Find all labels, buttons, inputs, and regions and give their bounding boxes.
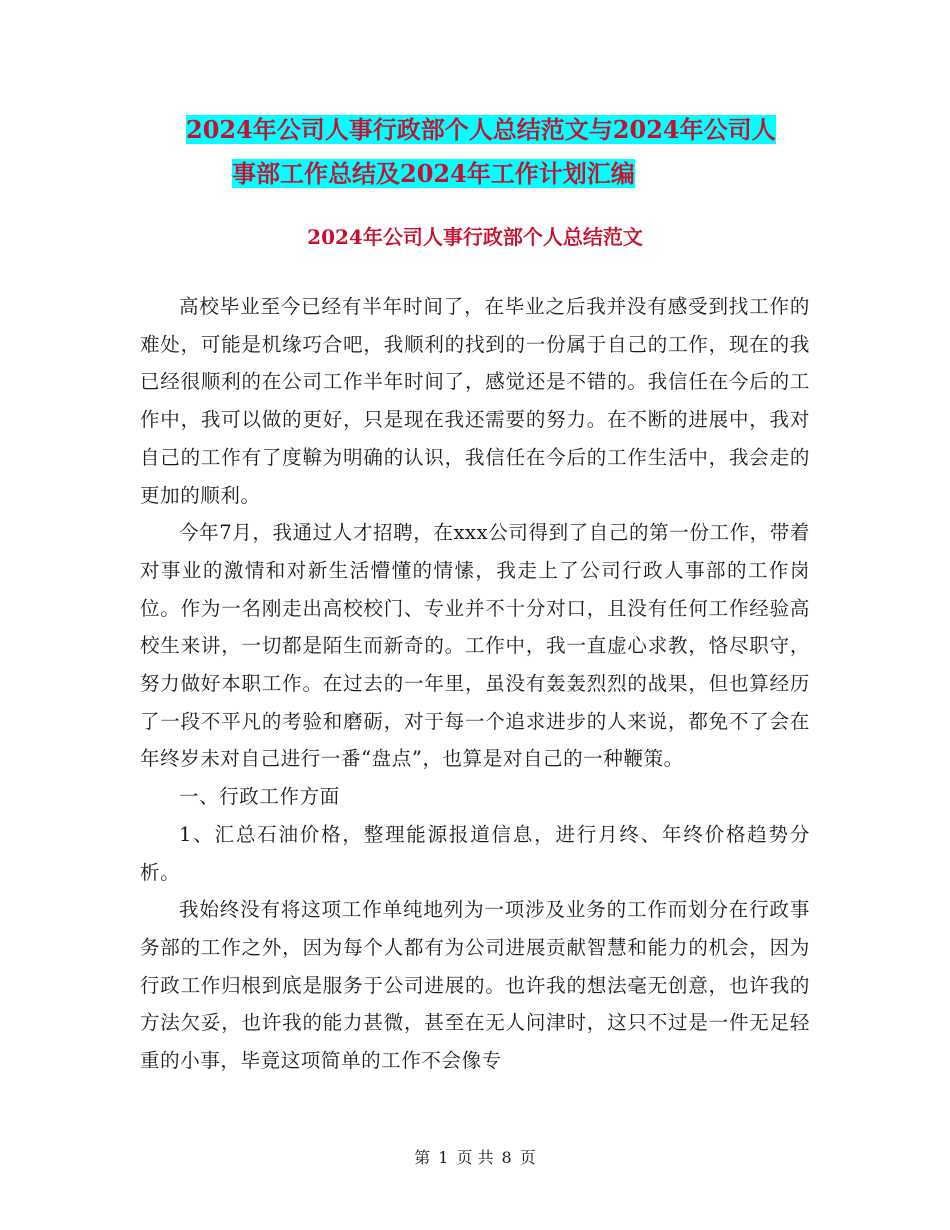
section-title: 2024年公司人事行政部个人总结范文 <box>307 225 643 249</box>
footer-middle: 页 共 <box>456 1148 494 1167</box>
title-line-1: 2024年公司人事行政部个人总结范文与2024年公司人 <box>186 115 776 144</box>
document-title <box>140 108 840 196</box>
footer-page-current: 1 <box>438 1148 449 1167</box>
footer-suffix: 页 <box>519 1148 536 1167</box>
body-text <box>140 288 810 1080</box>
paragraph: 今年7月，我通过人才招聘，在xxx公司得到了自己的第一份工作，带着对事业的激情和对新生活懵懂的情愫，我走上了公司行政人事部的工作岗位。作为一名刚走出高校校门、专业并不十分对口，且没有任何工作经验高校生来讲，一切都是陌生而新奇的。工作中，我一直虚心求教，恪尽职守，努力做好本职工作。在过去的一年里，虽没有轰轰烈烈的战果，但也算经历了一段不平凡的考验和磨砺，对于每一个追求进步的人来说，都免不了会在年终岁未对自己进行一番“盘点”，也算是对自己的一种鞭策。 <box>140 521 810 771</box>
paragraph: 我始终没有将这项工作单纯地列为一项涉及业务的工作而划分在行政事务部的工作之外，因为每个人都有为公司进展贡献智慧和能力的机会，因为行政工作归根到底是服务于公司进展的。也许我的想法毫无创意，也许我的方法欠妥，也许我的能力甚微，甚至在无人问津时，这只不过是一件无足轻重的小事，毕竟这项简单的工作不会像专 <box>140 898 810 1073</box>
section-heading: 一、行政工作方面 <box>179 785 340 809</box>
paragraph: 高校毕业至今已经有半年时间了，在毕业之后我并没有感受到找工作的难处，可能是机缘巧合吧，我顺利的找到的一份属于自己的工作，现在的我已经很顺利的在公司工作半年时间了，感觉还是不错的。我信任在今后的工作中，我可以做的更好，只是现在我还需要的努力。在不断的进展中，我对自己的工作有了度鞥为明确的认识，我信任在今后的工作生活中，我会走的更加的顺利。 <box>140 295 810 507</box>
page-footer <box>0 1146 950 1170</box>
paragraph: 1、汇总石油价格，整理能源报道信息，进行月终、年终价格趋势分析。 <box>140 822 810 884</box>
footer-page-total: 8 <box>501 1148 512 1167</box>
title-line-2: 事部工作总结及2024年工作计划汇编 <box>232 159 635 188</box>
footer-prefix: 第 <box>414 1148 431 1167</box>
